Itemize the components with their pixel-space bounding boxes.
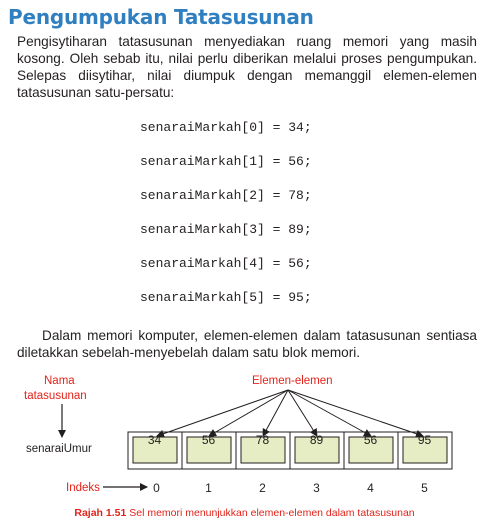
index-value: 4 — [367, 481, 374, 495]
memory-paragraph: Dalam memori komputer, elemen-elemen dalam tatasusunan sentiasa diletakkan sebelah-menyebelah dalam satu blok memori. — [17, 328, 477, 360]
cell-value: 89 — [309, 433, 324, 447]
array-name-label-line2: tatasusunan — [24, 390, 87, 402]
code-line: senaraiMarkah[2] = 78; — [140, 188, 312, 203]
code-line: senaraiMarkah[0] = 34; — [140, 120, 312, 135]
index-value: 5 — [421, 481, 428, 495]
section-heading: Pengumpukan Tatasusunan — [8, 5, 314, 29]
element-arrow — [288, 390, 371, 436]
element-arrow — [157, 390, 288, 436]
code-line: senaraiMarkah[5] = 95; — [140, 290, 312, 305]
index-value: 2 — [259, 481, 266, 495]
array-name: senaraiUmur — [26, 443, 92, 455]
element-arrow — [288, 390, 423, 436]
elements-label: Elemen-elemen — [252, 375, 333, 387]
index-label: Indeks — [66, 482, 100, 494]
element-arrow — [288, 390, 317, 436]
index-value: 1 — [205, 481, 212, 495]
element-arrow — [209, 390, 288, 436]
index-value: 3 — [313, 481, 320, 495]
caption-text: Sel memori menunjukkan elemen-elemen dalam tatasusunan — [129, 507, 415, 519]
code-line: senaraiMarkah[3] = 89; — [140, 222, 312, 237]
cell-value: 56 — [363, 433, 378, 447]
code-line: senaraiMarkah[1] = 56; — [140, 154, 312, 169]
index-value: 0 — [153, 481, 160, 495]
cell-value: 56 — [201, 433, 216, 447]
cell-value: 78 — [255, 433, 270, 447]
intro-paragraph: Pengisytiharan tatasusunan menyediakan ruang memori yang masih kosong. Oleh sebab itu, nilai perlu diberikan melalui proses pengumpukan. Selepas diisytihar, nilai diumpuk dengan memanggil elemen-elemen tatasusunan satu-persatu: — [17, 34, 477, 100]
caption-number: Rajah 1.51 — [74, 507, 127, 519]
cell-value: 34 — [147, 433, 162, 447]
code-line: senaraiMarkah[4] = 56; — [140, 256, 312, 271]
cell-value: 95 — [417, 433, 432, 447]
figure-caption — [0, 507, 489, 519]
array-name-label-line1: Nama — [44, 375, 75, 387]
